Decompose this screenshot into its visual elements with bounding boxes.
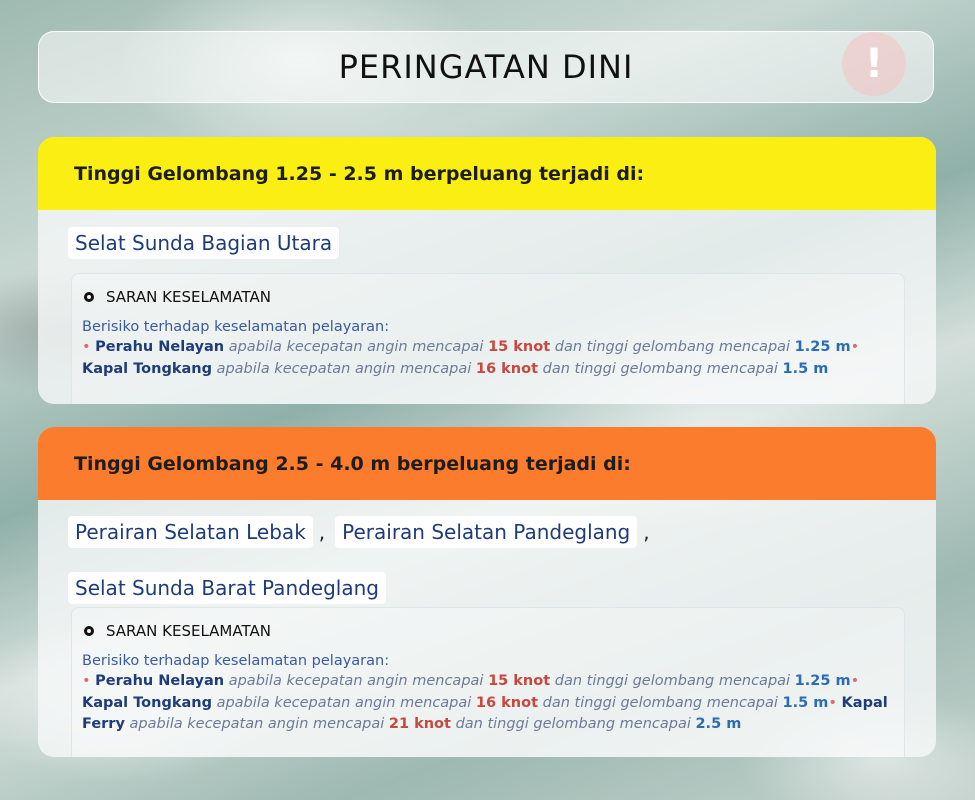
condition-text: dan tinggi gelombang mencapai — [542, 694, 778, 711]
vessel-name: Perahu Nelayan — [95, 339, 225, 355]
condition-text: apabila kecepatan angin mencapai — [216, 360, 472, 377]
advice-heading — [84, 622, 894, 640]
safety-advice-box — [71, 607, 905, 757]
wave-height: 1.25 m — [794, 339, 851, 355]
wind-speed: 15 knot — [488, 339, 551, 355]
wind-speed: 16 knot — [475, 360, 539, 377]
area-chip[interactable]: Selat Sunda Barat Pandeglang — [68, 572, 386, 604]
area-chip[interactable]: Perairan Selatan Lebak — [68, 516, 313, 548]
risk-item — [82, 673, 851, 689]
risk-intro: Berisiko terhadap keselamatan pelayaran: — [82, 653, 390, 669]
alert-card-wave-2-5 — [38, 427, 936, 757]
condition-text: dan tinggi gelombang mencapai — [554, 339, 791, 355]
alert-card-wave-1-25 — [38, 137, 936, 404]
bullet-icon: • — [82, 673, 96, 689]
risk-item — [82, 339, 851, 355]
bullet-icon: • — [82, 339, 96, 355]
area-list — [38, 516, 936, 604]
condition-text: apabila kecepatan angin mencapai — [228, 339, 484, 355]
bullet-icon: • — [850, 673, 860, 689]
area-chip[interactable]: Selat Sunda Bagian Utara — [68, 227, 339, 259]
condition-text: apabila kecepatan angin mencapai — [216, 694, 472, 711]
bullet-icon: • — [828, 694, 842, 711]
advice-title: SARAN KESELAMATAN — [106, 288, 271, 306]
safety-advice-box — [71, 273, 905, 404]
notification-icon — [84, 626, 94, 636]
title-card — [38, 31, 934, 103]
vessel-name: Kapal Tongkang — [82, 360, 212, 377]
area-list — [38, 227, 936, 259]
advice-title: SARAN KESELAMATAN — [106, 622, 271, 640]
wind-speed: 16 knot — [475, 694, 539, 711]
condition-text: apabila kecepatan angin mencapai — [228, 673, 484, 689]
condition-text: apabila kecepatan angin mencapai — [129, 716, 385, 732]
wave-height: 2.5 m — [695, 716, 742, 732]
vessel-name: Kapal Tongkang — [82, 694, 212, 711]
alert-header: Tinggi Gelombang 1.25 - 2.5 m berpeluang terjadi di: — [38, 137, 936, 210]
condition-text: dan tinggi gelombang mencapai — [542, 360, 778, 377]
wave-height: 1.5 m — [782, 694, 829, 711]
risk-list — [82, 671, 894, 736]
notification-icon — [84, 292, 94, 302]
area-chip[interactable]: Perairan Selatan Pandeglang — [335, 516, 637, 548]
area-separator: , — [318, 520, 326, 544]
condition-text: dan tinggi gelombang mencapai — [554, 673, 791, 689]
vessel-name: Perahu Nelayan — [95, 673, 225, 689]
advice-heading — [84, 288, 894, 306]
vessel-name: Kapal Ferry — [82, 694, 888, 732]
wind-speed: 15 knot — [488, 673, 551, 689]
wave-height: 1.25 m — [794, 673, 851, 689]
wave-height: 1.5 m — [782, 360, 829, 377]
risk-list — [82, 337, 894, 380]
bullet-icon: • — [850, 339, 860, 355]
wind-speed: 21 knot — [388, 716, 451, 732]
alert-header: Tinggi Gelombang 2.5 - 4.0 m berpeluang terjadi di: — [38, 427, 936, 500]
condition-text: dan tinggi gelombang mencapai — [455, 716, 691, 732]
page-title: PERINGATAN DINI — [338, 48, 634, 86]
risk-intro: Berisiko terhadap keselamatan pelayaran: — [82, 319, 390, 335]
area-separator: , — [643, 520, 650, 544]
